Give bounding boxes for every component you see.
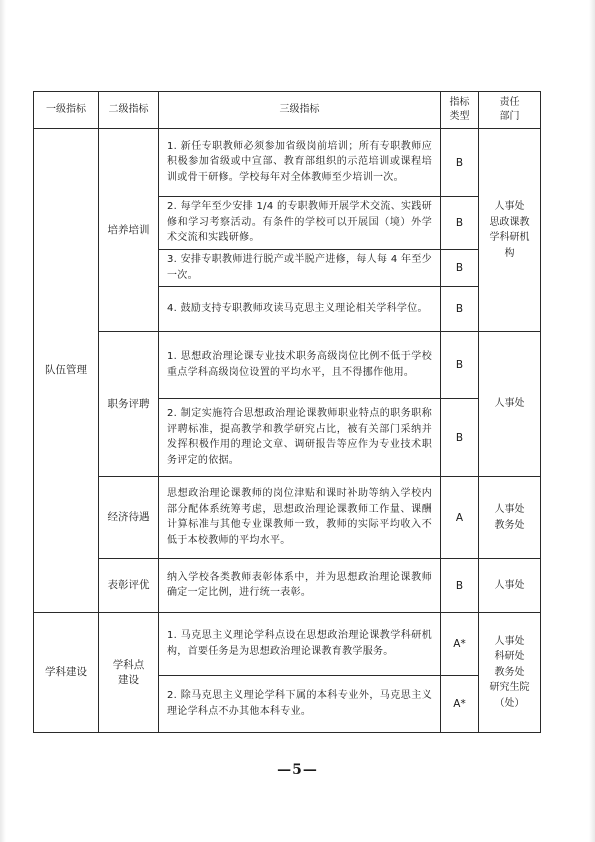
- indicator-text: 1. 新任专职教师必须参加省级岗前培训；所有专职教师应积极参加省级或中宣部、教育部组织的示范培训或课程培训或骨干研修。学校每年对全体教师至少培训一次。: [159, 129, 441, 197]
- indicator-type: A: [441, 477, 479, 559]
- responsible-dept: 人事处 思政课教 学科研机 构: [479, 129, 541, 332]
- responsible-dept: 人事处 教务处: [479, 477, 541, 559]
- responsible-dept: 人事处: [479, 332, 541, 477]
- table-row: [34, 613, 541, 676]
- indicator-table: [33, 91, 541, 733]
- indicator-text: 2. 制定实施符合思想政治理论课教师职业特点的职务职称评聘标准，提高教学和教学研究占比，被有关部门采纳并发挥积极作用的理论文章、调研报告等应作为专业技术职务评定的依据。: [159, 399, 441, 477]
- header-level1: 一级指标: [34, 92, 99, 129]
- header-dept: 责任 部门: [479, 92, 541, 129]
- header-type: 指标 类型: [441, 92, 479, 129]
- level2-awards: 表彰评优: [99, 559, 159, 613]
- level1-discipline-construction: 学科建设: [34, 613, 99, 733]
- table-header-row: [34, 92, 541, 129]
- indicator-text: 1. 思想政治理论课专业技术职务高级岗位比例不低于学校重点学科高级岗位设置的平均水平，且不得挪作他用。: [159, 332, 441, 399]
- indicator-text: 思想政治理论课教师的岗位津贴和课时补助等纳入学校内部分配体系统筹考虑，思想政治理论课教师工作量、课酬计算标准与其他专业课教师一致，教师的实际平均收入不低于本校教师的平均水平。: [159, 477, 441, 559]
- level2-compensation: 经济待遇: [99, 477, 159, 559]
- indicator-type: B: [441, 332, 479, 399]
- level2-training: 培养培训: [99, 129, 159, 332]
- indicator-type: A*: [441, 613, 479, 676]
- level2-title-evaluation: 职务评聘: [99, 332, 159, 477]
- indicator-text: 1. 马克思主义理论学科点设在思想政治理论课教学科研机构，首要任务是为思想政治理论课教育教学服务。: [159, 613, 441, 676]
- responsible-dept: 人事处 科研处 教务处 研究生院 （处）: [479, 613, 541, 733]
- table-row: [34, 332, 541, 399]
- indicator-text: 2. 除马克思主义理论学科下属的本科专业外，马克思主义理论学科点不办其他本科专业。: [159, 676, 441, 733]
- page-number: —5—: [277, 762, 318, 778]
- level1-team-management: 队伍管理: [34, 129, 99, 613]
- indicator-type: B: [441, 559, 479, 613]
- indicator-text: 4. 鼓励支持专职教师攻读马克思主义理论相关学科学位。: [159, 287, 441, 332]
- indicator-type: B: [441, 250, 479, 287]
- level2-discipline-point: 学科点 建设: [99, 613, 159, 733]
- indicator-text: 2. 每学年至少安排 1/4 的专职教师开展学术交流、实践研修和学习考察活动。有条件的学校可以开展国（境）外学术交流和实践研修。: [159, 197, 441, 250]
- table-row: [34, 477, 541, 559]
- header-level2: 二级指标: [99, 92, 159, 129]
- table-row: [34, 129, 541, 197]
- header-level3: 三级指标: [159, 92, 441, 129]
- indicator-type: B: [441, 399, 479, 477]
- responsible-dept: 人事处: [479, 559, 541, 613]
- indicator-type: B: [441, 197, 479, 250]
- indicator-text: 3. 安排专职教师进行脱产或半脱产进修，每人每 4 年至少一次。: [159, 250, 441, 287]
- indicator-type: A*: [441, 676, 479, 733]
- table-row: [34, 559, 541, 613]
- indicator-text: 纳入学校各类教师表彰体系中，并为思想政治理论课教师确定一定比例，进行统一表彰。: [159, 559, 441, 613]
- indicator-type: B: [441, 287, 479, 332]
- indicator-type: B: [441, 129, 479, 197]
